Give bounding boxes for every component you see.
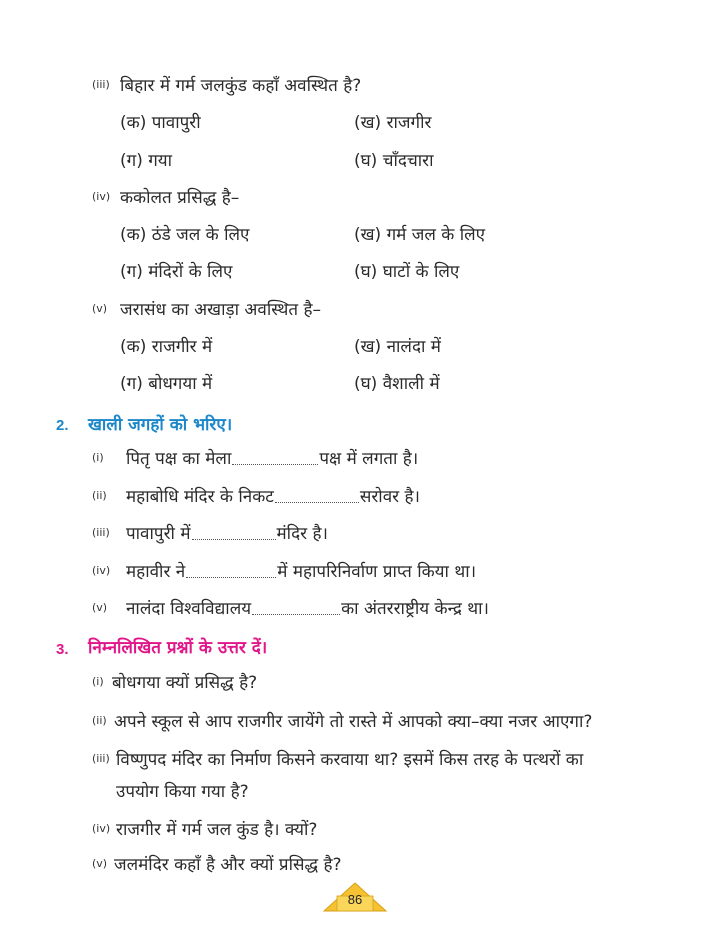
option-ka: (क) ठंडे जल के लिए (120, 225, 250, 245)
question-continuation: उपयोग किया गया है? (116, 781, 249, 802)
section-number: 2. (56, 417, 69, 434)
option-ga: (ग) गया (120, 151, 173, 171)
option-ka: (क) पावापुरी (120, 113, 201, 133)
question-item: (ii) अपने स्कूल से आप राजगीर जायेंगे तो रास्ते में आपको क्या–क्या नजर आएगा? (92, 711, 593, 732)
question-item: (v) जलमंदिर कहाँ है और क्यों प्रसिद्ध है? (92, 854, 342, 875)
option-kha: (ख) राजगीर (354, 113, 432, 133)
fill-blank-item: (i) पितृ पक्ष का मेला पक्ष में लगता है। (92, 448, 419, 469)
section-title: निम्नलिखित प्रश्नों के उत्तर दें। (88, 638, 268, 658)
page-number-badge (323, 882, 387, 912)
question-text: बिहार में गर्म जलकुंड कहाँ अवस्थित है? (120, 75, 362, 96)
option-gha: (घ) घाटों के लिए (354, 262, 460, 282)
option-ga: (ग) मंदिरों के लिए (120, 262, 233, 282)
section-title: खाली जगहों को भरिए। (88, 415, 233, 435)
blank-line[interactable] (192, 525, 276, 540)
fill-blank-item: (ii) महाबोधि मंदिर के निकट सरोवर है। (92, 486, 420, 507)
question-text: ककोलत प्रसिद्ध है– (120, 187, 240, 208)
option-gha: (घ) वैशाली में (354, 374, 440, 394)
question-item: (iii) विष्णुपद मंदिर का निर्माण किसने करवाया था? इसमें किस तरह के पत्थरों का (92, 749, 584, 770)
question-item: (iv) राजगीर में गर्म जल कुंड है। क्यों? (92, 819, 318, 840)
option-kha: (ख) गर्म जल के लिए (354, 225, 486, 245)
page-number: 86 (347, 892, 363, 907)
blank-line[interactable] (252, 600, 340, 615)
option-ga: (ग) बोधगया में (120, 374, 213, 394)
item-number: (iii) (92, 77, 110, 91)
item-number: (iv) (92, 189, 111, 203)
fill-blank-item: (v) नालंदा विश्वविद्यालय का अंतरराष्ट्रीय केन्द्र था। (92, 598, 489, 619)
option-ka: (क) राजगीर में (120, 337, 213, 357)
blank-line[interactable] (186, 563, 276, 578)
section-number: 3. (56, 641, 69, 658)
option-gha: (घ) चाँदचारा (354, 151, 434, 171)
fill-blank-item: (iv) महावीर ने में महापरिनिर्वाण प्राप्त किया था। (92, 561, 477, 582)
question-item: (i) बोधगया क्यों प्रसिद्ध है? (92, 672, 258, 693)
blank-line[interactable] (275, 488, 359, 503)
option-kha: (ख) नालंदा में (354, 337, 441, 357)
blank-line[interactable] (232, 450, 318, 465)
fill-blank-item: (iii) पावापुरी में मंदिर है। (92, 523, 328, 544)
item-number: (v) (92, 301, 108, 315)
question-text: जरासंध का अखाड़ा अवस्थित है– (120, 299, 321, 320)
